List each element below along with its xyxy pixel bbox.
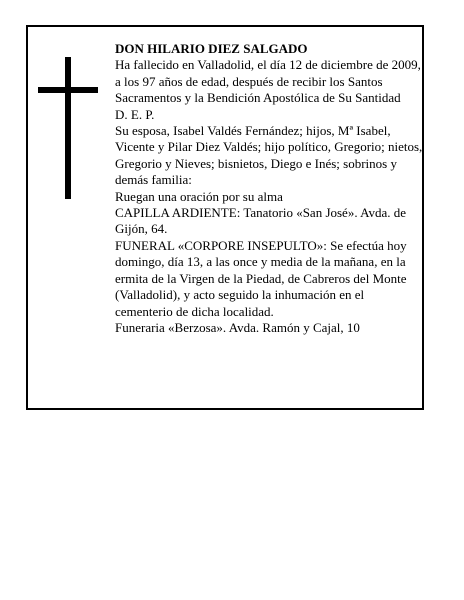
death-statement: Ha fallecido en Valladolid, el día 12 de diciembre de 2009, a los 97 años de edad, después de recibir los Santos Sacramentos y la Bendición Apostólica de Su Santidad (115, 57, 421, 106)
rip-line: D. E. P. (115, 106, 155, 122)
funeral-home-info: Funeraria «Berzosa». Avda. Ramón y Cajal, 10 (115, 319, 360, 335)
cross-icon (38, 57, 98, 199)
deceased-name: DON HILARIO DIEZ SALGADO (115, 41, 308, 56)
cross-vertical-bar (65, 57, 71, 199)
notice-text (115, 41, 423, 336)
cross-horizontal-bar (38, 87, 98, 93)
obituary-notice (26, 25, 424, 410)
family-list: Su esposa, Isabel Valdés Fernández; hijos, Mª Isabel, Vicente y Pilar Diez Valdés; hijo político, Gregorio; nietos, Gregorio y Nieves; bisnietos, Diego e Inés; sobrinos y demás familia: (115, 123, 423, 188)
prayer-request: Ruegan una oración por su alma (115, 188, 283, 204)
chapel-info: CAPILLA ARDIENTE: Tanatorio «San José». Avda. de Gijón, 64. (115, 205, 407, 237)
funeral-info: FUNERAL «CORPORE INSEPULTO»: Se efectúa hoy domingo, día 13, a las once y media de la mañana, en la ermita de la Virgen de la Piedad, de Cabreros del Monte (Valladolid), y acto seguido la inhumación en el cementerio de dicha localidad. (115, 237, 407, 319)
